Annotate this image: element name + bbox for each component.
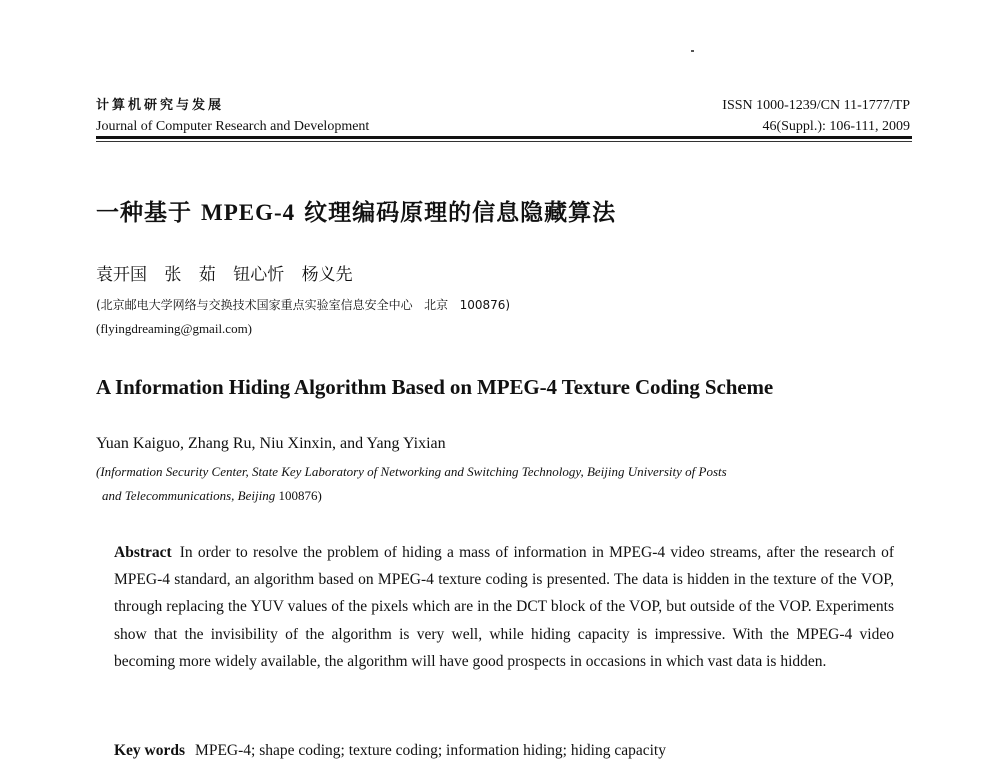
journal-name-block <box>96 97 369 136</box>
issn: ISSN 1000-1239/CN 11-1777/TP <box>722 98 910 113</box>
title-cn-suffix: 纹理编码原理的信息隐藏算法 <box>295 200 617 226</box>
journal-name-chinese: 计算机研究与发展 <box>96 98 225 113</box>
affiliation-english-line1: (Information Security Center, State Key Laboratory of Networking and Switching Technology, Beijing University of Posts <box>96 464 727 479</box>
publication-info-block <box>722 97 910 136</box>
affiliation-english-line2-italic: and Telecommunications, Beijing <box>102 488 279 503</box>
authors-chinese: 袁开国 张 茹 钮心忻 杨义先 <box>96 265 353 285</box>
authors-english: Yuan Kaiguo, Zhang Ru, Niu Xinxin, and Yang Yixian <box>96 435 446 452</box>
affiliation-english-line2 <box>96 484 916 508</box>
abstract <box>114 539 894 675</box>
header-rule-thick <box>96 136 912 139</box>
paper-title-english: A Information Hiding Algorithm Based on MPEG-4 Texture Coding Scheme <box>96 375 774 399</box>
keywords <box>114 740 666 762</box>
keywords-text: MPEG-4; shape coding; texture coding; information hiding; hiding capacity <box>195 742 666 759</box>
affiliation-chinese: (北京邮电大学网络与交换技术国家重点实验室信息安全中心 北京 100876) <box>96 298 511 312</box>
keywords-label: Key words <box>114 742 186 759</box>
affiliation-english <box>96 460 916 508</box>
title-cn-prefix: 一种基于 <box>96 200 202 226</box>
abstract-text: In order to resolve the problem of hiding a mass of information in MPEG-4 video streams, after the research of MPEG-4 standard, an algorithm based on MPEG-4 texture coding is presented. The data is hidden in the texture of the VOP, through replacing the YUV values of the pixels which are in the DCT block of the VOP, but outside of the VOP. Experiments show that the invisibility of the algorithm is very well, while hiding capacity is impressive. With the MPEG-4 video becoming more widely available, the algorithm will have good prospects in occasions in which vast data is hidden. <box>114 544 894 670</box>
title-cn-latin: MPEG-4 <box>201 200 296 225</box>
scan-speck <box>691 50 694 52</box>
volume-pages-year: 46(Suppl.): 106-111, 2009 <box>762 119 910 134</box>
affiliation-english-postcode: 100876) <box>278 488 322 503</box>
abstract-label: Abstract <box>114 544 172 561</box>
journal-name-english: Journal of Computer Research and Development <box>96 119 370 134</box>
paper-title-chinese <box>96 198 616 228</box>
author-email: (flyingdreaming@gmail.com) <box>96 321 253 336</box>
header-rule-thin <box>96 141 912 142</box>
